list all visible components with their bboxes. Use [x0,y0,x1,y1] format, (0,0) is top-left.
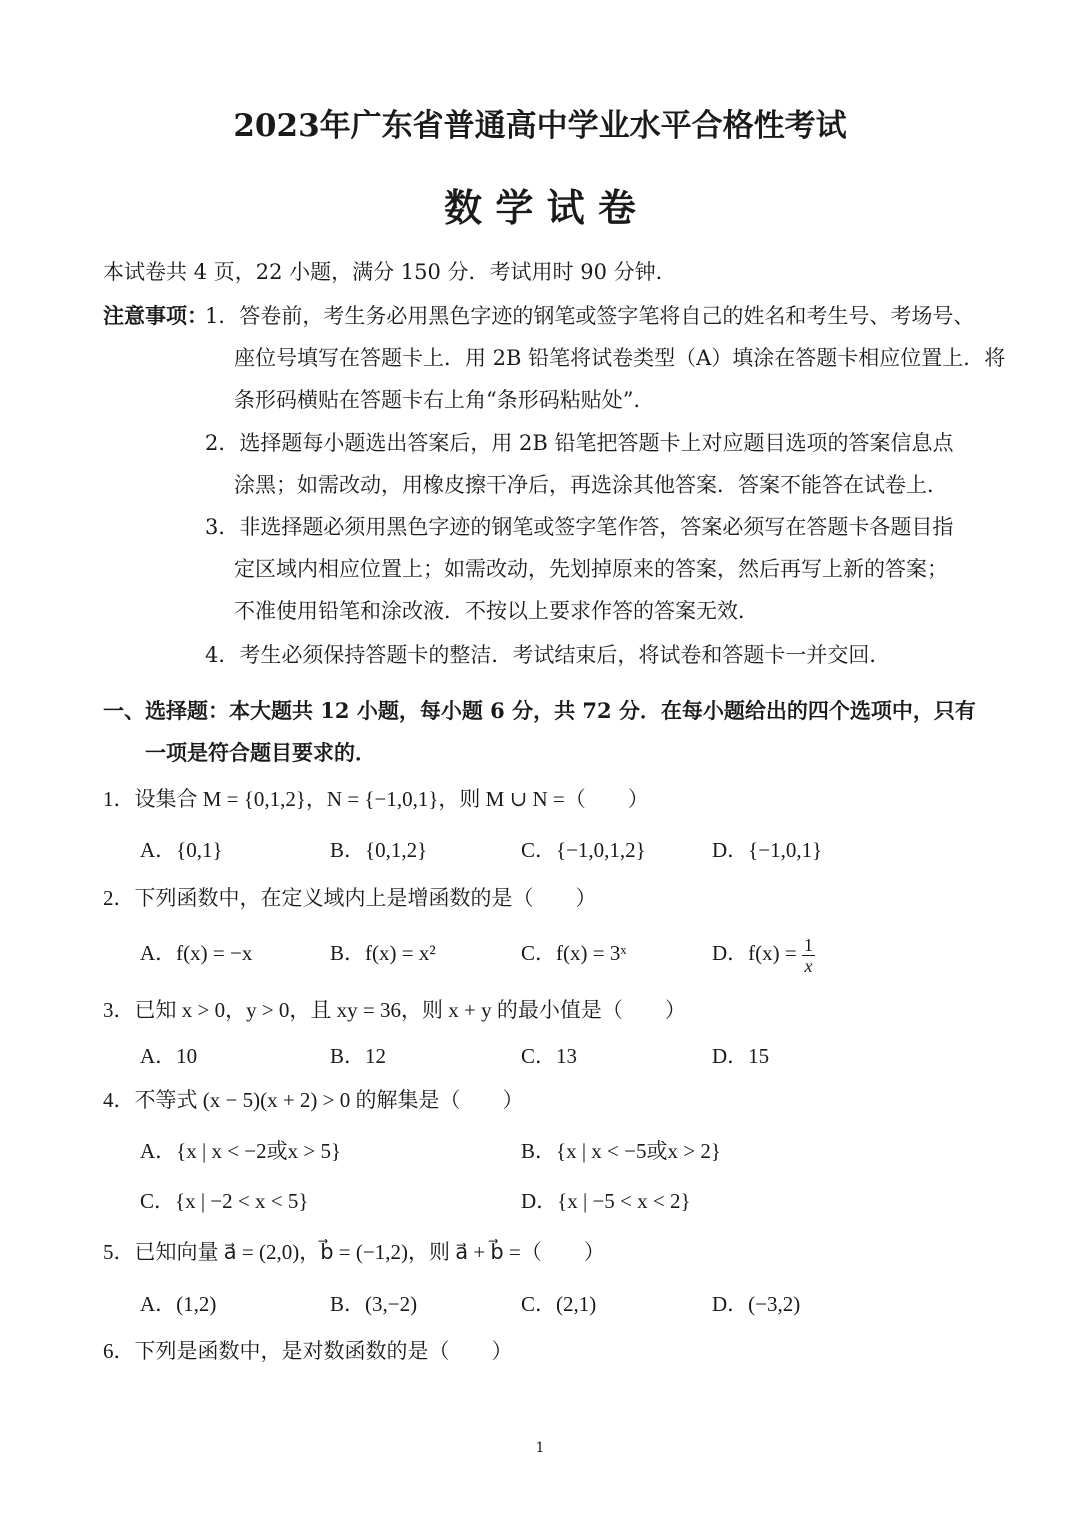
question-5-stem: 5．已知向量 a⃗ = (2,0)，b⃗ = (−1,2)，则 a⃗ + b⃗ =（ ） [103,1240,605,1264]
note-1-line-3: 条形码横贴在答题卡右上角“条形码粘贴处”． [234,388,655,412]
question-3-option-b: B．12 [330,1044,387,1068]
paper-subtitle: 数 学 试 卷 [444,185,636,230]
question-3-stem: 3．已知 x > 0，y > 0，且 xy = 36，则 x + y 的最小值是（ ） [103,998,686,1022]
question-6-stem: 6．下列是函数中，是对数函数的是（ ） [103,1339,513,1363]
question-4-option-b: B．{x | x < −5或x > 2} [521,1139,721,1163]
note-3-line-2: 定区域内相应位置上；如需改动，先划掉原来的答案，然后再写上新的答案； [234,557,948,581]
intro-text: 本试卷共 4 页，22 小题，满分 150 分．考试用时 90 分钟． [103,260,677,284]
question-4-stem: 4．不等式 (x − 5)(x + 2) > 0 的解集是（ ） [103,1088,524,1112]
note-2-line-1: 2．选择题每小题选出答案后，用 2B 铅笔把答题卡上对应题目选项的答案信息点 [205,431,954,455]
question-5-option-a: A．(1,2) [140,1292,217,1316]
question-2-option-a: A．f(x) = −x [140,941,253,965]
fraction-denominator: x [804,955,813,976]
note-1-line-1: 1．答卷前，考生务必用黑色字迹的钢笔或签字笔将自己的姓名和考生号、考场号、 [205,304,975,328]
question-2-option-d [712,930,815,976]
question-2-option-b: B．f(x) = x² [330,941,436,965]
question-1-stem: 1．设集合 M = {0,1,2}，N = {−1,0,1}，则 M ∪ N =（ ） [103,787,649,811]
note-1-line-2: 座位号填写在答题卡上．用 2B 铅笔将试卷类型（A）填涂在答题卡相应位置上．将 [234,346,1006,370]
question-3-option-c: C．13 [521,1044,578,1068]
question-5-option-d: D．(−3,2) [712,1292,801,1316]
section-1-heading: 一、选择题：本大题共 12 小题，每小题 6 分，共 72 分．在每小题给出的四个选项中，只有 [103,698,976,723]
question-3-option-a: A．10 [140,1044,198,1068]
exam-title: 2023年广东省普通高中学业水平合格性考试 [233,108,847,144]
note-3-line-1: 3．非选择题必须用黑色字迹的钢笔或签字笔作答，答案必须写在答题卡各题目指 [205,515,954,539]
question-2-option-d-prefix: D．f(x) = [712,941,797,965]
question-3-option-d: D．15 [712,1044,770,1068]
section-1-heading-cont: 一项是符合题目要求的． [145,740,376,765]
question-4-option-c: C．{x | −2 < x < 5} [140,1189,309,1213]
note-3-line-3: 不准使用铅笔和涂改液．不按以上要求作答的答案无效． [234,599,759,623]
fraction-numerator: 1 [804,934,813,955]
question-1-option-a: A．{0,1} [140,838,223,862]
question-1-option-c: C．{−1,0,1,2} [521,838,646,862]
question-2-stem: 2．下列函数中，在定义域内上是增函数的是（ ） [103,886,597,910]
question-4-option-d: D．{x | −5 < x < 2} [521,1189,691,1213]
question-5-option-c: C．(2,1) [521,1292,597,1316]
question-4-option-a: A．{x | x < −2或x > 5} [140,1139,342,1163]
page-number: 1 [535,1440,545,1456]
notes-label: 注意事项： [103,303,208,328]
question-2-option-c: C．f(x) = 3ˣ [521,941,627,965]
question-1-option-b: B．{0,1,2} [330,838,428,862]
fraction [802,935,815,976]
note-4-line-1: 4．考生必须保持答题卡的整洁．考试结束后，将试卷和答题卡一并交回． [205,643,891,667]
question-5-option-b: B．(3,−2) [330,1292,418,1316]
note-2-line-2: 涂黑；如需改动，用橡皮擦干净后，再选涂其他答案．答案不能答在试卷上． [234,473,948,497]
question-1-option-d: D．{−1,0,1} [712,838,823,862]
